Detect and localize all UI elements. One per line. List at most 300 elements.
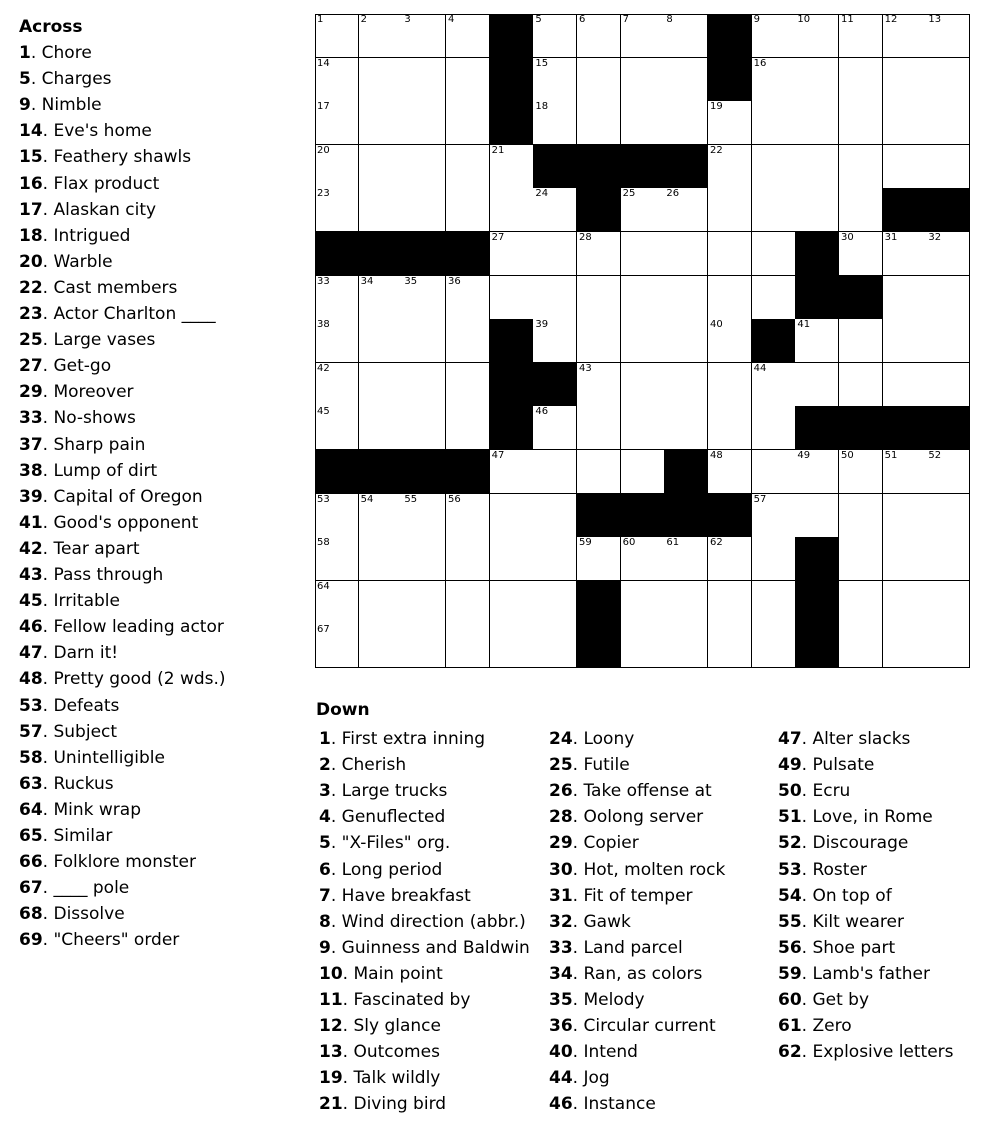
- clue-number: 33: [549, 937, 573, 958]
- clue-number: 59: [778, 963, 802, 984]
- grid-cell[interactable]: [315, 494, 359, 538]
- grid-cell[interactable]: [402, 58, 446, 102]
- grid-cell[interactable]: [664, 58, 708, 102]
- clue-number: 27: [19, 356, 43, 377]
- grid-cell[interactable]: [621, 624, 665, 668]
- clue-number: 46: [19, 617, 43, 638]
- grid-cell[interactable]: [621, 319, 665, 363]
- grid-cell[interactable]: [926, 101, 970, 145]
- grid-cell[interactable]: [359, 406, 403, 450]
- clue-number: 52: [778, 833, 802, 854]
- clue-text: Similar: [53, 826, 113, 846]
- grid-cell[interactable]: [577, 319, 621, 363]
- grid-block: [490, 101, 534, 145]
- grid-cell[interactable]: [490, 276, 534, 320]
- down-clue: 36. Circular current: [549, 1016, 716, 1037]
- grid-cell[interactable]: [402, 406, 446, 450]
- grid-cell[interactable]: [708, 624, 752, 668]
- grid-cell[interactable]: [359, 145, 403, 189]
- down-clue: 3. Large trucks: [319, 781, 448, 802]
- grid-block: [883, 188, 927, 232]
- clue-text: Circular current: [583, 1016, 716, 1037]
- grid-cell[interactable]: [621, 232, 665, 276]
- grid-cell[interactable]: [402, 363, 446, 407]
- clue-text: Tear apart: [53, 538, 140, 559]
- grid-cell[interactable]: [533, 624, 577, 668]
- cell-number: 50: [841, 450, 854, 461]
- grid-cell[interactable]: [795, 58, 839, 102]
- grid-cell[interactable]: [577, 537, 621, 581]
- grid-cell[interactable]: [315, 624, 359, 668]
- grid-cell[interactable]: [490, 232, 534, 276]
- grid-cell[interactable]: [926, 624, 970, 668]
- grid-cell[interactable]: [883, 319, 927, 363]
- grid-cell[interactable]: [883, 14, 927, 58]
- clue-number: 56: [778, 937, 802, 958]
- cell-number: 34: [360, 275, 374, 287]
- clue-text: Land parcel: [583, 937, 683, 958]
- grid-cell[interactable]: [315, 581, 359, 625]
- cell-number: 58: [317, 537, 330, 549]
- clue-text: Love, in Rome: [812, 807, 933, 828]
- grid-cell[interactable]: [664, 101, 708, 145]
- clue-text: Get by: [812, 990, 870, 1010]
- grid-block: [621, 494, 665, 538]
- grid-cell[interactable]: [621, 363, 665, 407]
- grid-cell[interactable]: [446, 363, 490, 407]
- cell-number: 16: [753, 57, 767, 69]
- grid-cell[interactable]: [359, 101, 403, 145]
- grid-cell[interactable]: [926, 58, 970, 102]
- grid-cell[interactable]: [577, 232, 621, 276]
- grid-cell[interactable]: [708, 145, 752, 189]
- grid-cell[interactable]: [315, 14, 359, 58]
- grid-cell[interactable]: [446, 406, 490, 450]
- grid-cell[interactable]: [490, 581, 534, 625]
- clue-text: "Cheers" order: [53, 930, 180, 951]
- grid-cell[interactable]: [883, 101, 927, 145]
- across-clue: 42. Tear apart: [19, 538, 140, 559]
- clue-number: 63: [19, 773, 43, 794]
- grid-cell[interactable]: [402, 14, 446, 58]
- grid-cell[interactable]: [839, 537, 883, 581]
- across-clue: 53. Defeats: [19, 695, 120, 716]
- grid-cell[interactable]: [315, 276, 359, 320]
- grid-cell[interactable]: [490, 188, 534, 232]
- clue-number: 5: [319, 833, 331, 854]
- grid-cell[interactable]: [490, 450, 534, 494]
- grid-cell[interactable]: [402, 624, 446, 668]
- grid-cell[interactable]: [664, 14, 708, 58]
- clue-text: Lamb's father: [812, 963, 930, 984]
- cell-number: 42: [317, 362, 330, 374]
- grid-cell[interactable]: [708, 101, 752, 145]
- grid-cell[interactable]: [402, 101, 446, 145]
- grid-cell[interactable]: [490, 537, 534, 581]
- grid-block: [795, 581, 839, 625]
- grid-cell[interactable]: [533, 406, 577, 450]
- grid-cell[interactable]: [926, 276, 970, 320]
- cell-number: 30: [841, 232, 854, 243]
- grid-cell[interactable]: [402, 188, 446, 232]
- grid-cell[interactable]: [708, 537, 752, 581]
- grid-cell[interactable]: [839, 494, 883, 538]
- clue-number: 67: [19, 878, 43, 899]
- grid-cell[interactable]: [795, 145, 839, 189]
- across-clue: 9. Nimble: [19, 95, 102, 116]
- across-clue: 48. Pretty good (2 wds.): [19, 669, 226, 690]
- clue-text: Ruckus: [53, 773, 114, 794]
- down-clue: 31. Fit of temper: [549, 885, 693, 906]
- cell-number: 3: [404, 14, 411, 25]
- clue-number: 26: [549, 781, 573, 802]
- cell-number: 14: [317, 57, 330, 69]
- clue-text: Hot, molten rock: [583, 859, 726, 880]
- clue-number: 55: [778, 911, 802, 932]
- grid-cell[interactable]: [621, 406, 665, 450]
- grid-cell[interactable]: [664, 276, 708, 320]
- grid-cell[interactable]: [359, 58, 403, 102]
- grid-cell[interactable]: [839, 363, 883, 407]
- grid-cell[interactable]: [926, 145, 970, 189]
- grid-cell[interactable]: [708, 276, 752, 320]
- clue-number: 28: [549, 807, 573, 828]
- grid-cell[interactable]: [315, 537, 359, 581]
- cell-number: 64: [317, 580, 330, 592]
- down-clue: 35. Melody: [549, 990, 645, 1010]
- grid-cell[interactable]: [446, 537, 490, 581]
- grid-cell[interactable]: [533, 319, 577, 363]
- clue-number: 66: [19, 852, 43, 873]
- grid-block: [446, 232, 490, 276]
- across-title: Across: [19, 17, 83, 37]
- grid-cell[interactable]: [621, 276, 665, 320]
- grid-cell[interactable]: [577, 101, 621, 145]
- grid-cell[interactable]: [446, 14, 490, 58]
- grid-cell[interactable]: [708, 406, 752, 450]
- clue-number: 65: [19, 826, 43, 846]
- grid-cell[interactable]: [752, 232, 796, 276]
- grid-cell[interactable]: [315, 145, 359, 189]
- grid-cell[interactable]: [621, 188, 665, 232]
- grid-cell[interactable]: [577, 14, 621, 58]
- grid-cell[interactable]: [883, 145, 927, 189]
- grid-cell[interactable]: [446, 276, 490, 320]
- clue-number: 21: [319, 1094, 343, 1115]
- cell-number: 4: [448, 14, 455, 25]
- grid-cell[interactable]: [664, 188, 708, 232]
- grid-cell[interactable]: [708, 450, 752, 494]
- grid-cell[interactable]: [839, 188, 883, 232]
- grid-cell[interactable]: [533, 232, 577, 276]
- grid-cell[interactable]: [577, 276, 621, 320]
- across-clue: 47. Darn it!: [19, 643, 119, 664]
- grid-cell[interactable]: [533, 537, 577, 581]
- grid-cell[interactable]: [795, 450, 839, 494]
- grid-cell[interactable]: [621, 101, 665, 145]
- grid-cell[interactable]: [533, 276, 577, 320]
- grid-cell[interactable]: [795, 363, 839, 407]
- clue-number: 34: [549, 963, 573, 984]
- grid-cell[interactable]: [752, 624, 796, 668]
- grid-cell[interactable]: [402, 319, 446, 363]
- grid-cell[interactable]: [795, 14, 839, 58]
- clue-number: 14: [19, 121, 43, 142]
- grid-block: [577, 624, 621, 668]
- grid-cell[interactable]: [402, 494, 446, 538]
- down-clue: 61. Zero: [778, 1016, 852, 1037]
- grid-cell[interactable]: [752, 581, 796, 625]
- grid-cell[interactable]: [359, 624, 403, 668]
- grid-cell[interactable]: [883, 363, 927, 407]
- clue-text: Long period: [341, 859, 443, 880]
- grid-cell[interactable]: [752, 494, 796, 538]
- grid-cell[interactable]: [402, 145, 446, 189]
- grid-cell[interactable]: [883, 494, 927, 538]
- grid-cell[interactable]: [883, 58, 927, 102]
- grid-cell[interactable]: [926, 537, 970, 581]
- grid-cell[interactable]: [839, 450, 883, 494]
- clue-number: 60: [778, 990, 802, 1010]
- clue-text: Get-go: [53, 356, 112, 377]
- grid-cell[interactable]: [926, 363, 970, 407]
- across-clue: 37. Sharp pain: [19, 434, 146, 455]
- grid-cell[interactable]: [839, 14, 883, 58]
- grid-cell[interactable]: [359, 363, 403, 407]
- grid-cell[interactable]: [402, 537, 446, 581]
- cell-number: 44: [753, 362, 767, 374]
- clue-number: 22: [19, 277, 43, 298]
- grid-cell[interactable]: [883, 581, 927, 625]
- down-clue: 53. Roster: [778, 859, 867, 880]
- clue-text: Oolong server: [583, 807, 704, 828]
- clue-text: Guinness and Baldwin: [341, 937, 530, 958]
- grid-cell[interactable]: [883, 276, 927, 320]
- grid-cell[interactable]: [446, 494, 490, 538]
- clue-text: Fit of temper: [583, 885, 693, 906]
- grid-cell[interactable]: [752, 406, 796, 450]
- grid-cell[interactable]: [664, 319, 708, 363]
- grid-cell[interactable]: [402, 581, 446, 625]
- grid-cell[interactable]: [359, 188, 403, 232]
- cell-number: 19: [710, 101, 723, 113]
- grid-cell[interactable]: [752, 145, 796, 189]
- grid-cell[interactable]: [446, 145, 490, 189]
- grid-cell[interactable]: [708, 188, 752, 232]
- clue-text: Actor Charlton ____: [53, 304, 216, 324]
- grid-cell[interactable]: [533, 188, 577, 232]
- across-clue: 18. Intrigued: [19, 225, 131, 246]
- grid-cell[interactable]: [839, 232, 883, 276]
- grid-cell[interactable]: [490, 494, 534, 538]
- grid-block: [795, 537, 839, 581]
- grid-cell[interactable]: [533, 494, 577, 538]
- clue-number: 38: [19, 460, 43, 481]
- grid-cell[interactable]: [621, 537, 665, 581]
- down-clue: 19. Talk wildly: [319, 1068, 441, 1089]
- cell-number: 1: [317, 14, 324, 25]
- cell-number: 38: [317, 319, 330, 331]
- grid-cell[interactable]: [926, 232, 970, 276]
- grid-cell[interactable]: [577, 406, 621, 450]
- grid-cell[interactable]: [533, 581, 577, 625]
- down-clue: 8. Wind direction (abbr.): [319, 911, 526, 932]
- cell-number: 36: [448, 275, 461, 287]
- grid-cell[interactable]: [839, 58, 883, 102]
- grid-cell[interactable]: [315, 319, 359, 363]
- clue-text: Pretty good (2 wds.): [53, 669, 226, 690]
- grid-cell[interactable]: [359, 581, 403, 625]
- clue-number: 45: [19, 591, 43, 612]
- across-clue: 63. Ruckus: [19, 773, 114, 794]
- grid-cell[interactable]: [446, 319, 490, 363]
- grid-cell[interactable]: [839, 581, 883, 625]
- grid-cell[interactable]: [839, 145, 883, 189]
- across-clue: 65. Similar: [19, 826, 113, 846]
- grid-cell[interactable]: [926, 494, 970, 538]
- grid-cell[interactable]: [446, 58, 490, 102]
- grid-cell[interactable]: [402, 276, 446, 320]
- grid-cell[interactable]: [315, 101, 359, 145]
- clue-number: 15: [19, 147, 43, 168]
- grid-cell[interactable]: [621, 14, 665, 58]
- grid-cell[interactable]: [752, 101, 796, 145]
- grid-cell[interactable]: [839, 319, 883, 363]
- clue-number: 4: [319, 807, 331, 828]
- grid-cell[interactable]: [359, 14, 403, 58]
- grid-cell[interactable]: [795, 188, 839, 232]
- down-clue: 46. Instance: [549, 1094, 656, 1115]
- grid-cell[interactable]: [708, 319, 752, 363]
- down-clue: 44. Jog: [549, 1068, 610, 1089]
- grid-cell[interactable]: [533, 14, 577, 58]
- grid-cell[interactable]: [664, 232, 708, 276]
- clue-number: 5: [19, 69, 31, 90]
- across-clue: 1. Chore: [19, 43, 92, 63]
- grid-cell[interactable]: [752, 58, 796, 102]
- grid-cell[interactable]: [752, 14, 796, 58]
- grid-cell[interactable]: [315, 58, 359, 102]
- clue-number: 6: [319, 859, 331, 880]
- grid-cell[interactable]: [795, 319, 839, 363]
- grid-cell[interactable]: [446, 188, 490, 232]
- down-clue: 52. Discourage: [778, 833, 909, 854]
- clue-text: Futile: [583, 755, 630, 776]
- cell-number: 11: [841, 14, 854, 25]
- grid-cell[interactable]: [315, 188, 359, 232]
- grid-cell[interactable]: [839, 624, 883, 668]
- clue-number: 9: [19, 95, 31, 116]
- cell-number: 24: [535, 188, 549, 200]
- clue-number: 69: [19, 930, 43, 951]
- cell-number: 47: [491, 450, 505, 461]
- grid-cell[interactable]: [926, 581, 970, 625]
- clue-number: 48: [19, 669, 43, 690]
- grid-cell[interactable]: [577, 450, 621, 494]
- clue-number: 7: [319, 885, 331, 906]
- cell-number: 10: [797, 14, 811, 25]
- grid-cell[interactable]: [664, 406, 708, 450]
- grid-cell[interactable]: [315, 406, 359, 450]
- down-clue: 54. On top of: [778, 885, 892, 906]
- down-clue: 26. Take offense at: [549, 781, 712, 802]
- grid-cell[interactable]: [664, 363, 708, 407]
- grid-cell[interactable]: [577, 58, 621, 102]
- across-clue: 43. Pass through: [19, 565, 164, 585]
- grid-cell[interactable]: [752, 188, 796, 232]
- grid-cell[interactable]: [926, 319, 970, 363]
- grid-block: [315, 450, 359, 494]
- across-clue: 66. Folklore monster: [19, 852, 196, 873]
- grid-cell[interactable]: [359, 494, 403, 538]
- cell-number: 57: [753, 493, 767, 505]
- grid-cell[interactable]: [708, 363, 752, 407]
- grid-cell[interactable]: [795, 494, 839, 538]
- grid-cell[interactable]: [577, 363, 621, 407]
- grid-cell[interactable]: [533, 58, 577, 102]
- cell-number: 13: [928, 14, 942, 25]
- clue-number: 64: [19, 799, 43, 820]
- grid-block: [795, 624, 839, 668]
- grid-cell[interactable]: [490, 624, 534, 668]
- down-clue: 33. Land parcel: [549, 937, 683, 958]
- grid-cell[interactable]: [359, 319, 403, 363]
- grid-cell[interactable]: [621, 581, 665, 625]
- grid-cell[interactable]: [446, 101, 490, 145]
- cell-number: 2: [360, 14, 368, 25]
- grid-cell[interactable]: [664, 581, 708, 625]
- grid-cell[interactable]: [621, 58, 665, 102]
- grid-cell[interactable]: [883, 450, 927, 494]
- grid-cell[interactable]: [446, 581, 490, 625]
- clue-number: 50: [778, 781, 802, 802]
- grid-cell[interactable]: [926, 14, 970, 58]
- grid-cell[interactable]: [795, 101, 839, 145]
- grid-cell[interactable]: [839, 101, 883, 145]
- grid-cell[interactable]: [752, 363, 796, 407]
- across-clue: 23. Actor Charlton ____: [19, 304, 216, 324]
- grid-cell[interactable]: [446, 624, 490, 668]
- grid-cell[interactable]: [533, 450, 577, 494]
- grid-cell[interactable]: [359, 276, 403, 320]
- grid-cell[interactable]: [752, 276, 796, 320]
- grid-cell[interactable]: [621, 450, 665, 494]
- across-clue: 27. Get-go: [19, 356, 112, 377]
- cell-number: 9: [753, 14, 761, 25]
- down-clue: 34. Ran, as colors: [549, 963, 703, 984]
- grid-cell[interactable]: [883, 537, 927, 581]
- cell-number: 53: [317, 493, 330, 505]
- grid-cell[interactable]: [883, 232, 927, 276]
- grid-cell[interactable]: [490, 145, 534, 189]
- clue-text: Fellow leading actor: [53, 617, 224, 638]
- grid-cell[interactable]: [315, 363, 359, 407]
- grid-cell[interactable]: [533, 101, 577, 145]
- grid-cell[interactable]: [883, 624, 927, 668]
- grid-cell[interactable]: [664, 537, 708, 581]
- grid-cell[interactable]: [708, 581, 752, 625]
- grid-cell[interactable]: [664, 624, 708, 668]
- clue-number: 53: [778, 859, 802, 880]
- grid-cell[interactable]: [752, 537, 796, 581]
- clue-text: Loony: [583, 729, 635, 749]
- grid-cell[interactable]: [752, 450, 796, 494]
- grid-cell[interactable]: [359, 537, 403, 581]
- cell-number: 35: [404, 275, 418, 287]
- grid-cell[interactable]: [926, 450, 970, 494]
- cell-number: 33: [317, 275, 330, 287]
- grid-cell[interactable]: [708, 232, 752, 276]
